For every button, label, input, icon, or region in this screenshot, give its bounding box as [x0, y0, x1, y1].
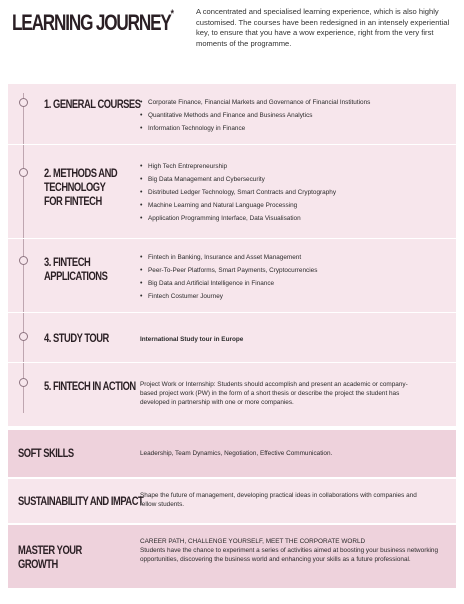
list-item: • Big Data Management and Cybersecurity [140, 173, 336, 186]
step-1-course-list [140, 96, 370, 135]
master-growth-heading: MASTER YOUR GROWTH [18, 543, 82, 571]
list-item: • Fintech in Banking, Insurance and Asset Management [140, 251, 317, 264]
intro-text: A concentrated and specialised learning experience, which is also highly customised. The courses have been redesigned in an intensely experiential key, to ensure that you have a wow experience, right from the very first moments of the programme. [196, 7, 450, 48]
list-item: • Quantitative Methods and Finance and Business Analytics [140, 109, 370, 122]
sustainability-text: Shape the future of management, developing practical ideas in collaborations with companies and fellow students. [140, 492, 417, 509]
master-growth-text [140, 537, 452, 565]
step-3-heading: 3. FINTECH APPLICATIONS [44, 255, 108, 283]
list-item: • Corporate Finance, Financial Markets and Governance of Financial Institutions [140, 96, 370, 109]
study-tour-text: International Study tour in Europe [140, 336, 244, 343]
step-1-heading: 1. GENERAL COURSES [44, 97, 141, 111]
list-item: • Distributed Ledger Technology, Smart Contracts and Cryptography [140, 186, 336, 199]
section-divider [8, 144, 456, 145]
timeline-dot [19, 378, 28, 387]
master-growth-lead: CAREER PATH, CHALLENGE YOURSELF, MEET THE CORPORATE WORLD [140, 538, 366, 545]
soft-skills-heading: SOFT SKILLS [18, 446, 74, 460]
list-item: • Machine Learning and Natural Language Processing [140, 199, 336, 212]
fintech-in-action-text: Project Work or Internship: Students should accomplish and present an academic or company-based project work (PW) in the form of a short thesis or describe the project the student has developed in partnership with one or more companies. [140, 381, 408, 407]
section-divider [8, 362, 456, 363]
section-divider [8, 238, 456, 239]
timeline-dot [19, 168, 28, 177]
step-3-course-list [140, 251, 317, 303]
step-5-heading: 5. FINTECH IN ACTION [44, 379, 136, 393]
list-item: • Peer-To-Peer Platforms, Smart Payments, Cryptocurrencies [140, 264, 317, 277]
timeline-line [23, 93, 24, 413]
sustainability-heading: SUSTAINABILITY AND IMPACT [18, 494, 144, 508]
step-2-heading: 2. METHODS AND TECHNOLOGY FOR FINTECH [44, 166, 118, 208]
list-item: • Application Programming Interface, Data Visualisation [140, 212, 336, 225]
step-4-heading: 4. STUDY TOUR [44, 331, 109, 345]
soft-skills-text: Leadership, Team Dynamics, Negotiation, Effective Communication. [140, 450, 333, 457]
list-item: • Fintech Costumer Journey [140, 290, 317, 303]
list-item: • Information Technology in Finance [140, 122, 370, 135]
section-divider [8, 312, 456, 313]
master-growth-body: Students have the chance to experiment a series of activities aimed at boosting your business networking opportunities, discovering the business world and enhancing your skills as a future professional. [140, 547, 439, 564]
page-title: LEARNING JOURNEY* [12, 8, 173, 35]
step-2-course-list [140, 160, 336, 225]
timeline-dot [19, 256, 28, 265]
timeline-dot [19, 98, 28, 107]
timeline-dot [19, 332, 28, 341]
list-item: • Big Data and Artificial Intelligence in Finance [140, 277, 317, 290]
list-item: • High Tech Entrepreneurship [140, 160, 336, 173]
